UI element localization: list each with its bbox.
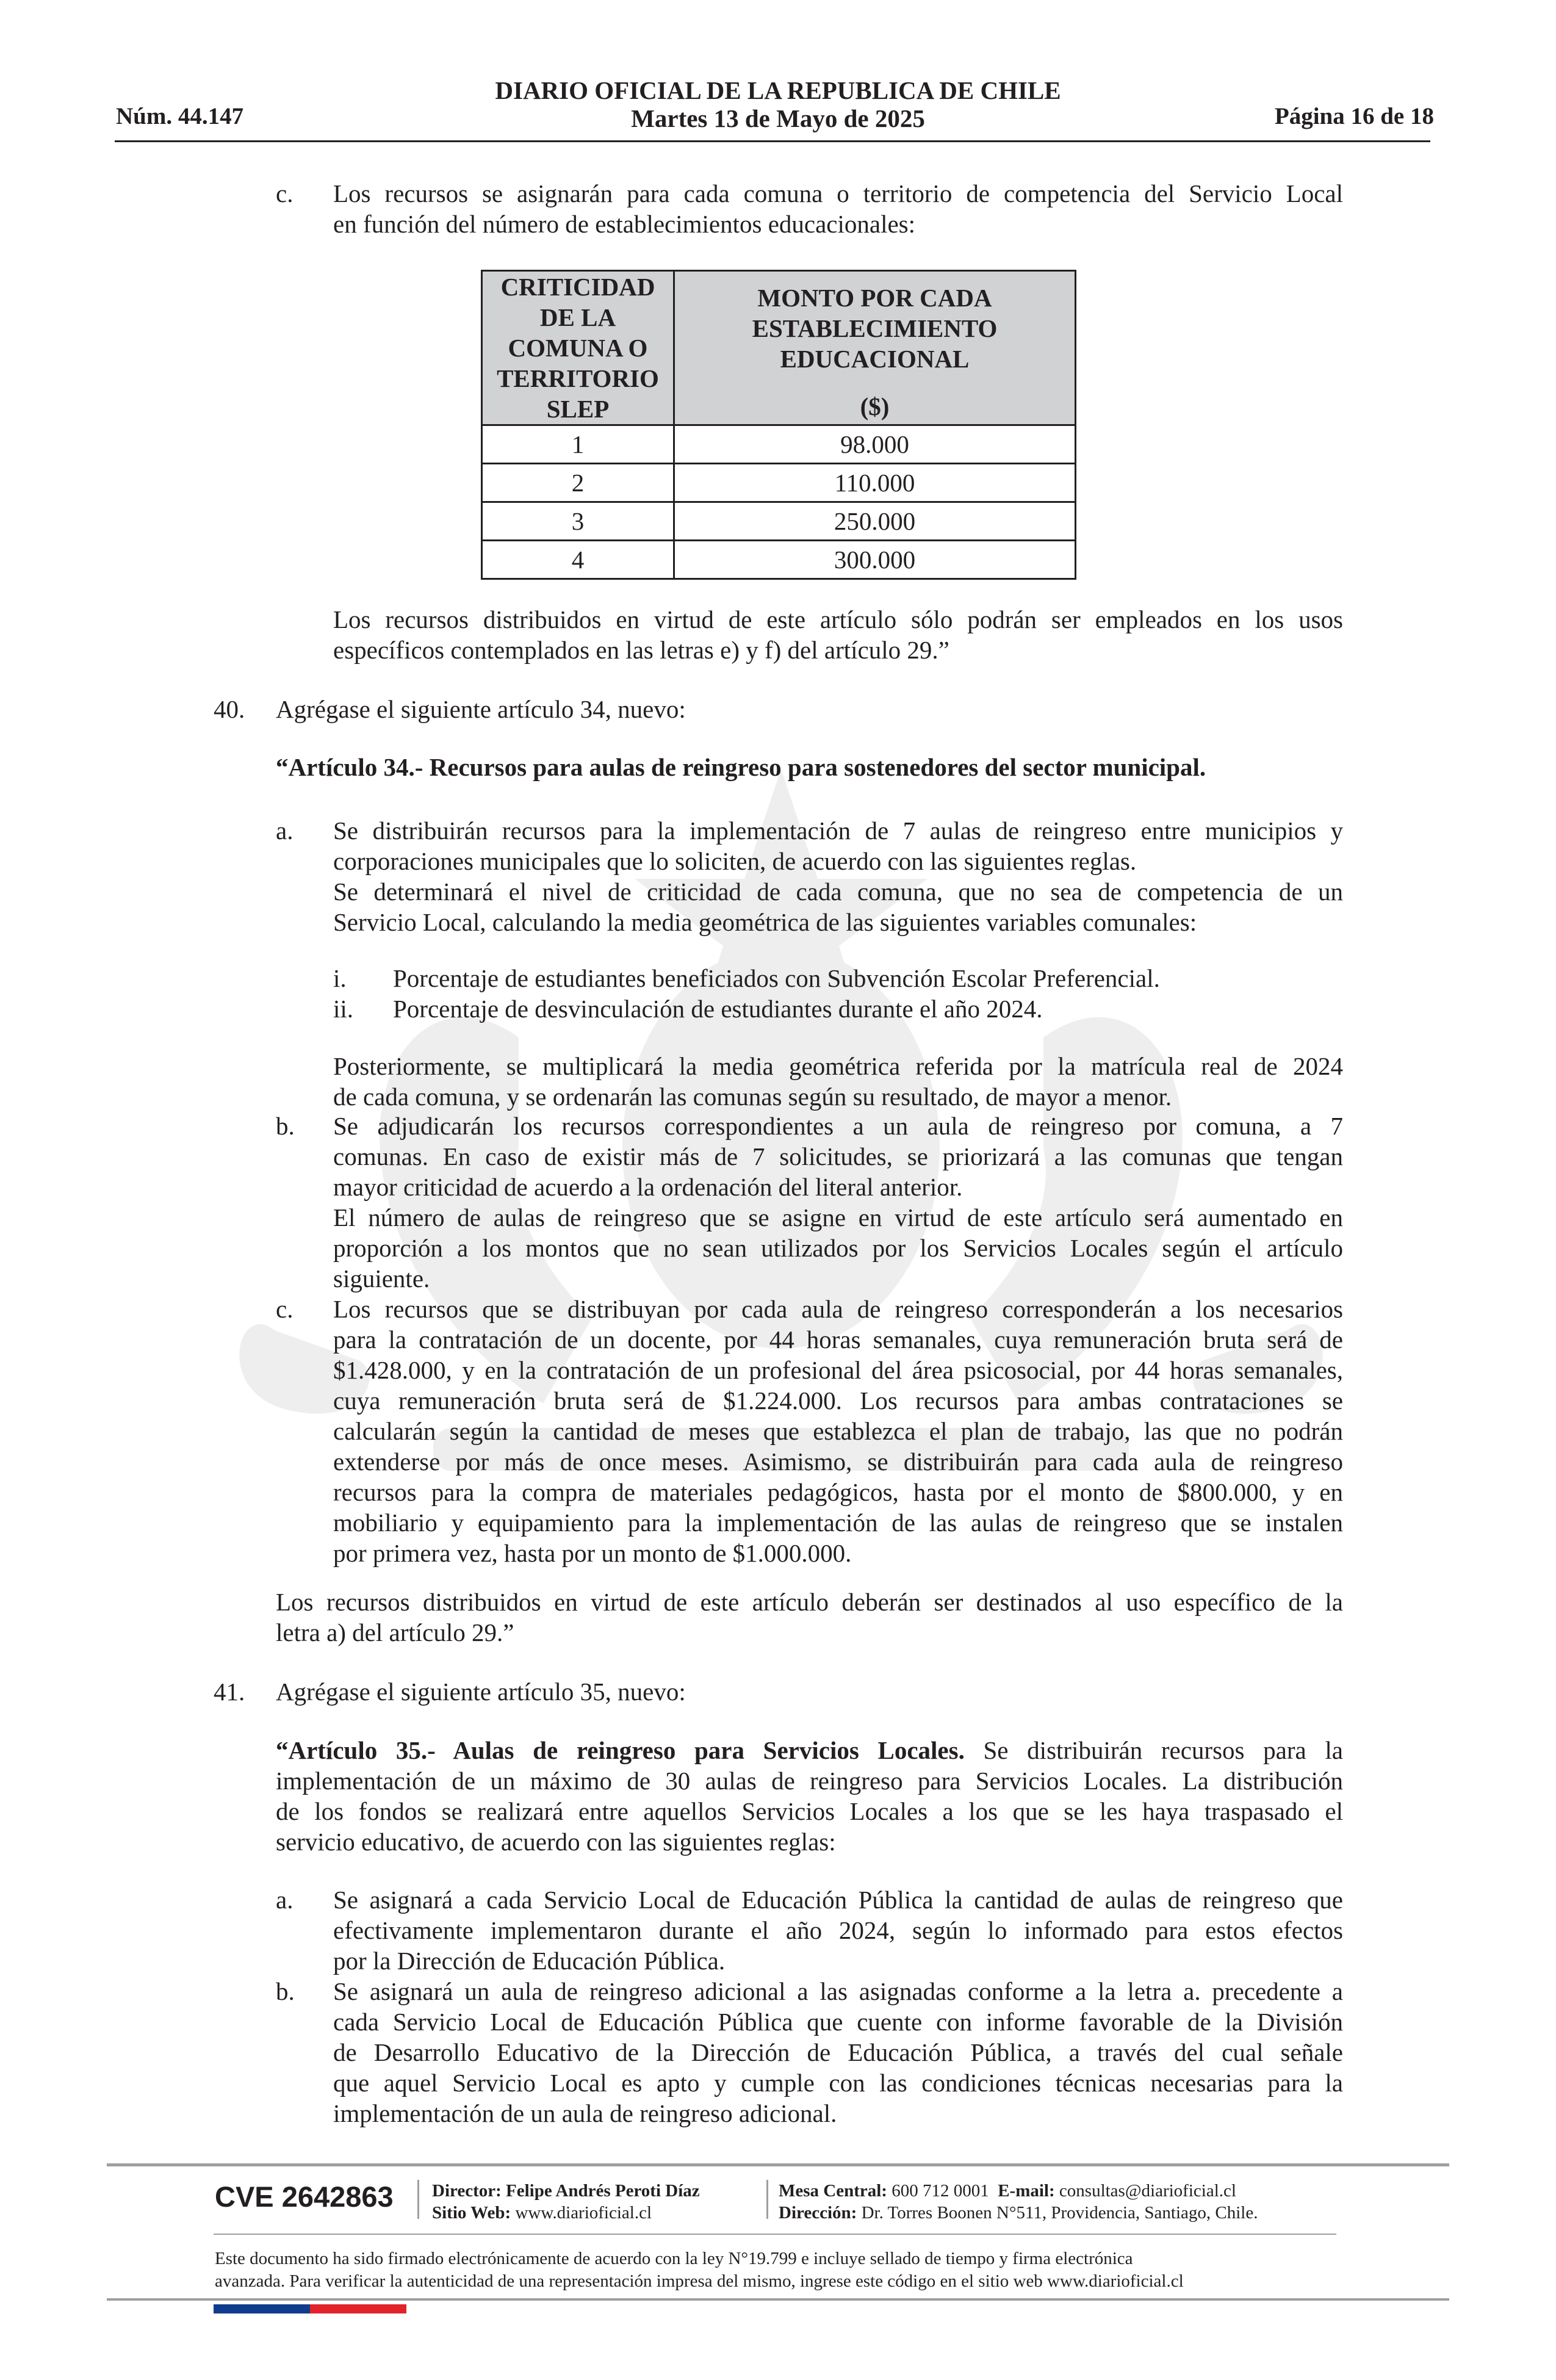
article-34-title: “Artículo 34.- Recursos para aulas de reingreso para sostenedores del sector municipal. (276, 753, 1206, 781)
text-line: de los fondos se realizará entre aquellos Servicios Locales a los que se les haya traspasado el (276, 1797, 1343, 1825)
text-line: cada Servicio Local de Educación Pública que cuente con informe favorable de la División (333, 2008, 1343, 2036)
text-line: El número de aulas de reingreso que se asigne en virtud de este artículo será aumentado en (333, 1203, 1343, 1231)
text-line: efectivamente implementaron durante el año 2024, según lo informado para estos efectos (333, 1916, 1343, 1944)
text-line: calcularán según la cantidad de meses que establezca el plan de trabajo, las que no podrán (333, 1417, 1343, 1445)
text-line: mobiliario y equipamiento para la implementación de las aulas de reingreso que se instalen (333, 1509, 1343, 1537)
director-label: Director: (432, 2181, 502, 2201)
list-marker: c. (276, 179, 294, 207)
issue-number: Núm. 44.147 (116, 103, 244, 129)
cell-criticidad: 1 (482, 425, 674, 464)
article-34-closing (276, 1587, 1343, 1648)
cell-monto: 300.000 (674, 541, 1076, 579)
text-line: de cada comuna, y se ordenarán las comunas según su resultado, de mayor a menor. (333, 1083, 1172, 1111)
item-number: 40. (214, 695, 245, 723)
text-line: para la contratación de un docente, por 44 horas semanales, cuya remuneración bruta será de (333, 1325, 1343, 1354)
table-header-criticidad (482, 271, 674, 425)
text-line: proporción a los montos que no sean utilizados por los Servicios Locales según el artículo (333, 1234, 1343, 1262)
article-35-paragraph (276, 1735, 1343, 1857)
web-link[interactable]: www.diarioficial.cl (511, 2203, 652, 2223)
text-line: Se determinará el nivel de criticidad de cada comuna, que no sea de competencia de un (333, 878, 1343, 906)
email-label: E-mail: (998, 2181, 1055, 2201)
text-line: recursos para la compra de materiales pedagógicos, hasta por el monto de $800.000, y en (333, 1478, 1343, 1506)
text-line: específicos contemplados en las letras e) y f) del artículo 29.” (333, 636, 949, 664)
article-35-b-paragraph (333, 1976, 1343, 2129)
footer-divider (766, 2180, 768, 2219)
director-name: Felipe Andrés Peroti Díaz (501, 2181, 700, 2201)
table-row (482, 541, 1076, 579)
cell-criticidad: 2 (482, 464, 674, 502)
text-line: por primera vez, hasta por un monto de $1.000.000. (333, 1539, 852, 1567)
text-line: letra a) del artículo 29.” (276, 1618, 514, 1646)
text-line: Los recursos distribuidos en virtud de este artículo sólo podrán ser empleados en los usos (333, 605, 1343, 633)
list-marker: c. (276, 1295, 294, 1323)
text-line: Servicio Local, calculando la media geométrica de las siguientes variables comunales: (333, 908, 1197, 936)
text-fragment: Se distribuirán recursos para la (964, 1736, 1343, 1764)
text-line: Posteriormente, se multiplicará la media geométrica referida por la matrícula real de 2024 (333, 1052, 1343, 1080)
list-marker: b. (276, 1112, 295, 1140)
signature-note (215, 2248, 1338, 2293)
table-header-monto (674, 271, 1076, 425)
text-line: implementación de un aula de reingreso adicional. (333, 2099, 837, 2127)
article-34-a-paragraph (333, 815, 1343, 937)
footer-contact-block (779, 2180, 1258, 2224)
text-line: corporaciones municipales que lo soliciten, de acuerdo con las siguientes reglas. (333, 847, 1137, 875)
sublist-marker: i. (333, 964, 347, 992)
flag-bar-blue (214, 2304, 310, 2313)
text-line: en función del número de establecimientos educacionales: (333, 210, 916, 238)
address-value: Dr. Torres Boonen N°511, Providencia, Santiago, Chile. (857, 2203, 1258, 2223)
list-marker: b. (276, 1977, 295, 2005)
header-line: ESTABLECIMIENTO (752, 314, 998, 342)
sublist-item: Porcentaje de estudiantes beneficiados con Subvención Escolar Preferencial. (393, 964, 1160, 992)
note-line: avanzada. Para verificar la autenticidad de una representación impresa del mismo, ingrese este código en el sitio web www.diarioficial.cl (215, 2271, 1184, 2291)
article-35-a-paragraph (333, 1884, 1343, 1976)
text-line: por la Dirección de Educación Pública. (333, 1947, 726, 1975)
text-line: que aquel Servicio Local es apto y cumple con las condiciones técnicas necesarias para la (333, 2069, 1343, 2097)
header-line: COMUNA O (508, 334, 648, 362)
text-line: $1.428.000, y en la contratación de un profesional del área psicosocial, por 44 horas semanales, (333, 1356, 1343, 1384)
item-text: Agrégase el siguiente artículo 34, nuevo: (276, 695, 686, 723)
text-line: Los recursos se asignarán para cada comuna o territorio de competencia del Servicio Local (333, 179, 1343, 207)
footer-line (432, 2180, 700, 2202)
text-line: Los recursos que se distribuyan por cada aula de reingreso corresponderán a los necesarios (333, 1295, 1343, 1323)
item-number: 41. (214, 1678, 245, 1706)
cell-criticidad: 3 (482, 502, 674, 541)
text-line: Los recursos distribuidos en virtud de este artículo deberán ser destinados al uso específico de la (276, 1588, 1343, 1616)
header-line: SLEP (546, 395, 610, 423)
header-line: EDUCACIONAL (780, 345, 970, 373)
table-row (482, 464, 1076, 502)
text-line: servicio educativo, de acuerdo con las siguientes reglas: (276, 1828, 836, 1856)
table-row (482, 502, 1076, 541)
header-line: CRITICIDAD (500, 273, 655, 301)
flag-bar-red (310, 2304, 406, 2313)
article-34-c-paragraph (333, 1294, 1343, 1568)
header-unit: ($) (860, 392, 890, 420)
article-35-title: “Artículo 35.- Aulas de reingreso para Servicios Locales. (276, 1736, 965, 1764)
mesa-value: 600 712 0001 (887, 2181, 989, 2201)
journal-name: DIARIO OFICIAL DE LA REPUBLICA DE CHILE (495, 76, 1061, 104)
after-table-paragraph (333, 604, 1343, 665)
section-c-paragraph (333, 178, 1343, 239)
text-line: Se adjudicarán los recursos correspondientes a un aula de reingreso por comuna, a 7 (333, 1112, 1343, 1140)
footer-rule (107, 2298, 1449, 2301)
sublist-item: Porcentaje de desvinculación de estudiantes durante el año 2024. (393, 995, 1043, 1023)
header-rule (115, 140, 1430, 142)
text-line: implementación de un máximo de 30 aulas de reingreso para Servicios Locales. La distribución (276, 1767, 1343, 1795)
list-marker: a. (276, 817, 294, 845)
mesa-label: Mesa Central: (779, 2181, 887, 2201)
address-label: Dirección: (779, 2203, 857, 2223)
web-label: Sitio Web: (432, 2203, 511, 2223)
header-line: MONTO POR CADA (757, 284, 992, 312)
sublist-marker: ii. (333, 995, 354, 1023)
table-row (482, 425, 1076, 464)
cve-code: CVE 2642863 (215, 2180, 394, 2213)
footer-line (779, 2180, 1258, 2202)
text-line: extenderse por más de once meses. Asimismo, se distribuirán para cada aula de reingreso (333, 1448, 1343, 1476)
text-line (276, 1735, 1343, 1765)
email-link[interactable]: consultas@diarioficial.cl (1054, 2181, 1236, 2201)
text-line: Se asignará a cada Servicio Local de Educación Pública la cantidad de aulas de reingreso que (333, 1886, 1343, 1914)
criticidad-table (481, 270, 1076, 580)
footer-divider (417, 2180, 419, 2219)
cell-monto: 250.000 (674, 502, 1076, 541)
header-line: DE LA (539, 303, 616, 331)
list-marker: a. (276, 1886, 294, 1914)
footer-line (779, 2202, 1258, 2224)
cell-criticidad: 4 (482, 541, 674, 579)
item-text: Agrégase el siguiente artículo 35, nuevo: (276, 1678, 686, 1706)
article-34-b-paragraph (333, 1111, 1343, 1294)
article-34-a-after (333, 1051, 1343, 1112)
cell-monto: 98.000 (674, 425, 1076, 464)
cell-monto: 110.000 (674, 464, 1076, 502)
text-line: siguiente. (333, 1264, 430, 1293)
text-line: Se asignará un aula de reingreso adicional a las asignadas conforme a la letra a. precedente a (333, 1977, 1343, 2005)
header-line: TERRITORIO (497, 364, 659, 392)
text-line: mayor criticidad de acuerdo a la ordenación del literal anterior. (333, 1173, 963, 1201)
footer-rule (214, 2234, 1336, 2235)
footer-director-block (432, 2180, 700, 2224)
page-number: Página 16 de 18 (1274, 103, 1434, 129)
footer-rule (107, 2163, 1449, 2166)
text-line: comunas. En caso de existir más de 7 solicitudes, se priorizará a las comunas que tengan (333, 1142, 1343, 1170)
issue-date: Martes 13 de Mayo de 2025 (631, 104, 925, 132)
note-line: Este documento ha sido firmado electrónicamente de acuerdo con la ley N°19.799 e incluye sellado de tiempo y firma electrónica (215, 2249, 1133, 2268)
text-line: Se distribuirán recursos para la implementación de 7 aulas de reingreso entre municipios y (333, 817, 1343, 845)
text-line: cuya remuneración bruta será de $1.224.000. Los recursos para ambas contrataciones se (333, 1387, 1343, 1415)
text-line: de Desarrollo Educativo de la Dirección de Educación Pública, a través del cual señale (333, 2038, 1343, 2066)
footer-line (432, 2202, 700, 2224)
